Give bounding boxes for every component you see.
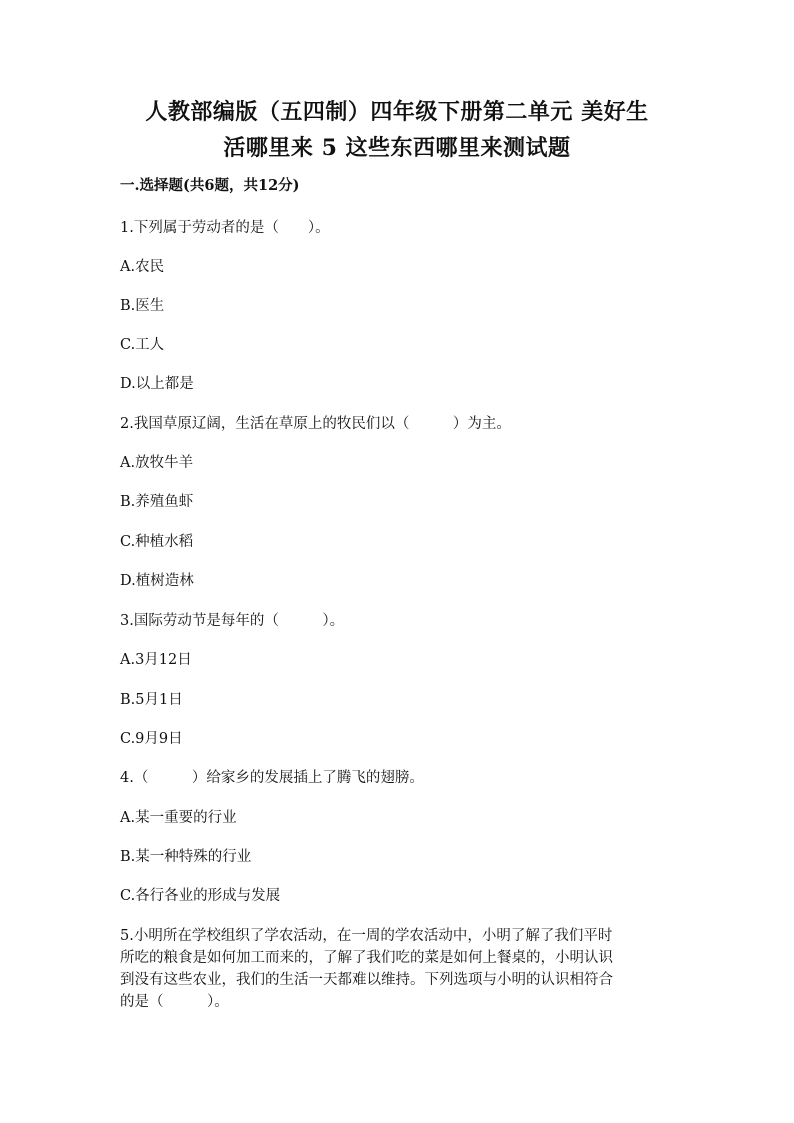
question-5-stem-line-2: 所吃的粮食是如何加工而来的，了解了我们吃的菜是如何上餐桌的，小明认识 (120, 950, 613, 966)
page-title-line-2: 活哪里来 5 这些东西哪里来测试题 (223, 135, 571, 161)
question-2-option-c[interactable]: C.种植水稻 (120, 534, 194, 550)
question-5-stem-line-3: 到没有这些农业，我们的生活一天都难以维持。下列选项与小明的认识相符合 (120, 972, 613, 988)
question-4-option-b[interactable]: B.某一种特殊的行业 (120, 849, 252, 865)
question-4-stem: 4.（ ）给家乡的发展插上了腾飞的翅膀。 (120, 770, 424, 786)
question-2-stem: 2.我国草原辽阔，生活在草原上的牧民们以（ ）为主。 (120, 416, 511, 432)
question-3-stem: 3.国际劳动节是每年的（ ）。 (120, 613, 345, 629)
question-1-option-a[interactable]: A.农民 (120, 259, 165, 275)
question-2-option-b[interactable]: B.养殖鱼虾 (120, 494, 194, 510)
question-5-stem (120, 925, 670, 1013)
question-3-option-a[interactable]: A.3月12日 (120, 652, 192, 668)
question-5-stem-line-1: 5.小明所在学校组织了学农活动，在一周的学农活动中，小明了解了我们平时 (120, 928, 613, 944)
question-3-option-b[interactable]: B.5月1日 (120, 692, 183, 708)
page-title-line-1: 人教部编版（五四制）四年级下册第二单元 美好生 (145, 99, 649, 125)
question-3-option-c[interactable]: C.9月9日 (120, 731, 183, 747)
question-4-option-a[interactable]: A.某一重要的行业 (120, 810, 237, 826)
question-1-option-d[interactable]: D.以上都是 (120, 376, 194, 392)
question-1-stem: 1.下列属于劳动者的是（ ）。 (120, 220, 330, 236)
question-4-option-c[interactable]: C.各行各业的形成与发展 (120, 888, 281, 904)
question-2-option-d[interactable]: D.植树造林 (120, 573, 194, 589)
question-2-option-a[interactable]: A.放牧牛羊 (120, 455, 194, 471)
question-1-option-c[interactable]: C.工人 (120, 337, 165, 353)
question-1-option-b[interactable]: B.医生 (120, 298, 165, 314)
question-5-stem-line-4: 的是（ ）。 (120, 994, 229, 1010)
section-heading: 一.选择题(共6题，共12分) (120, 177, 300, 194)
